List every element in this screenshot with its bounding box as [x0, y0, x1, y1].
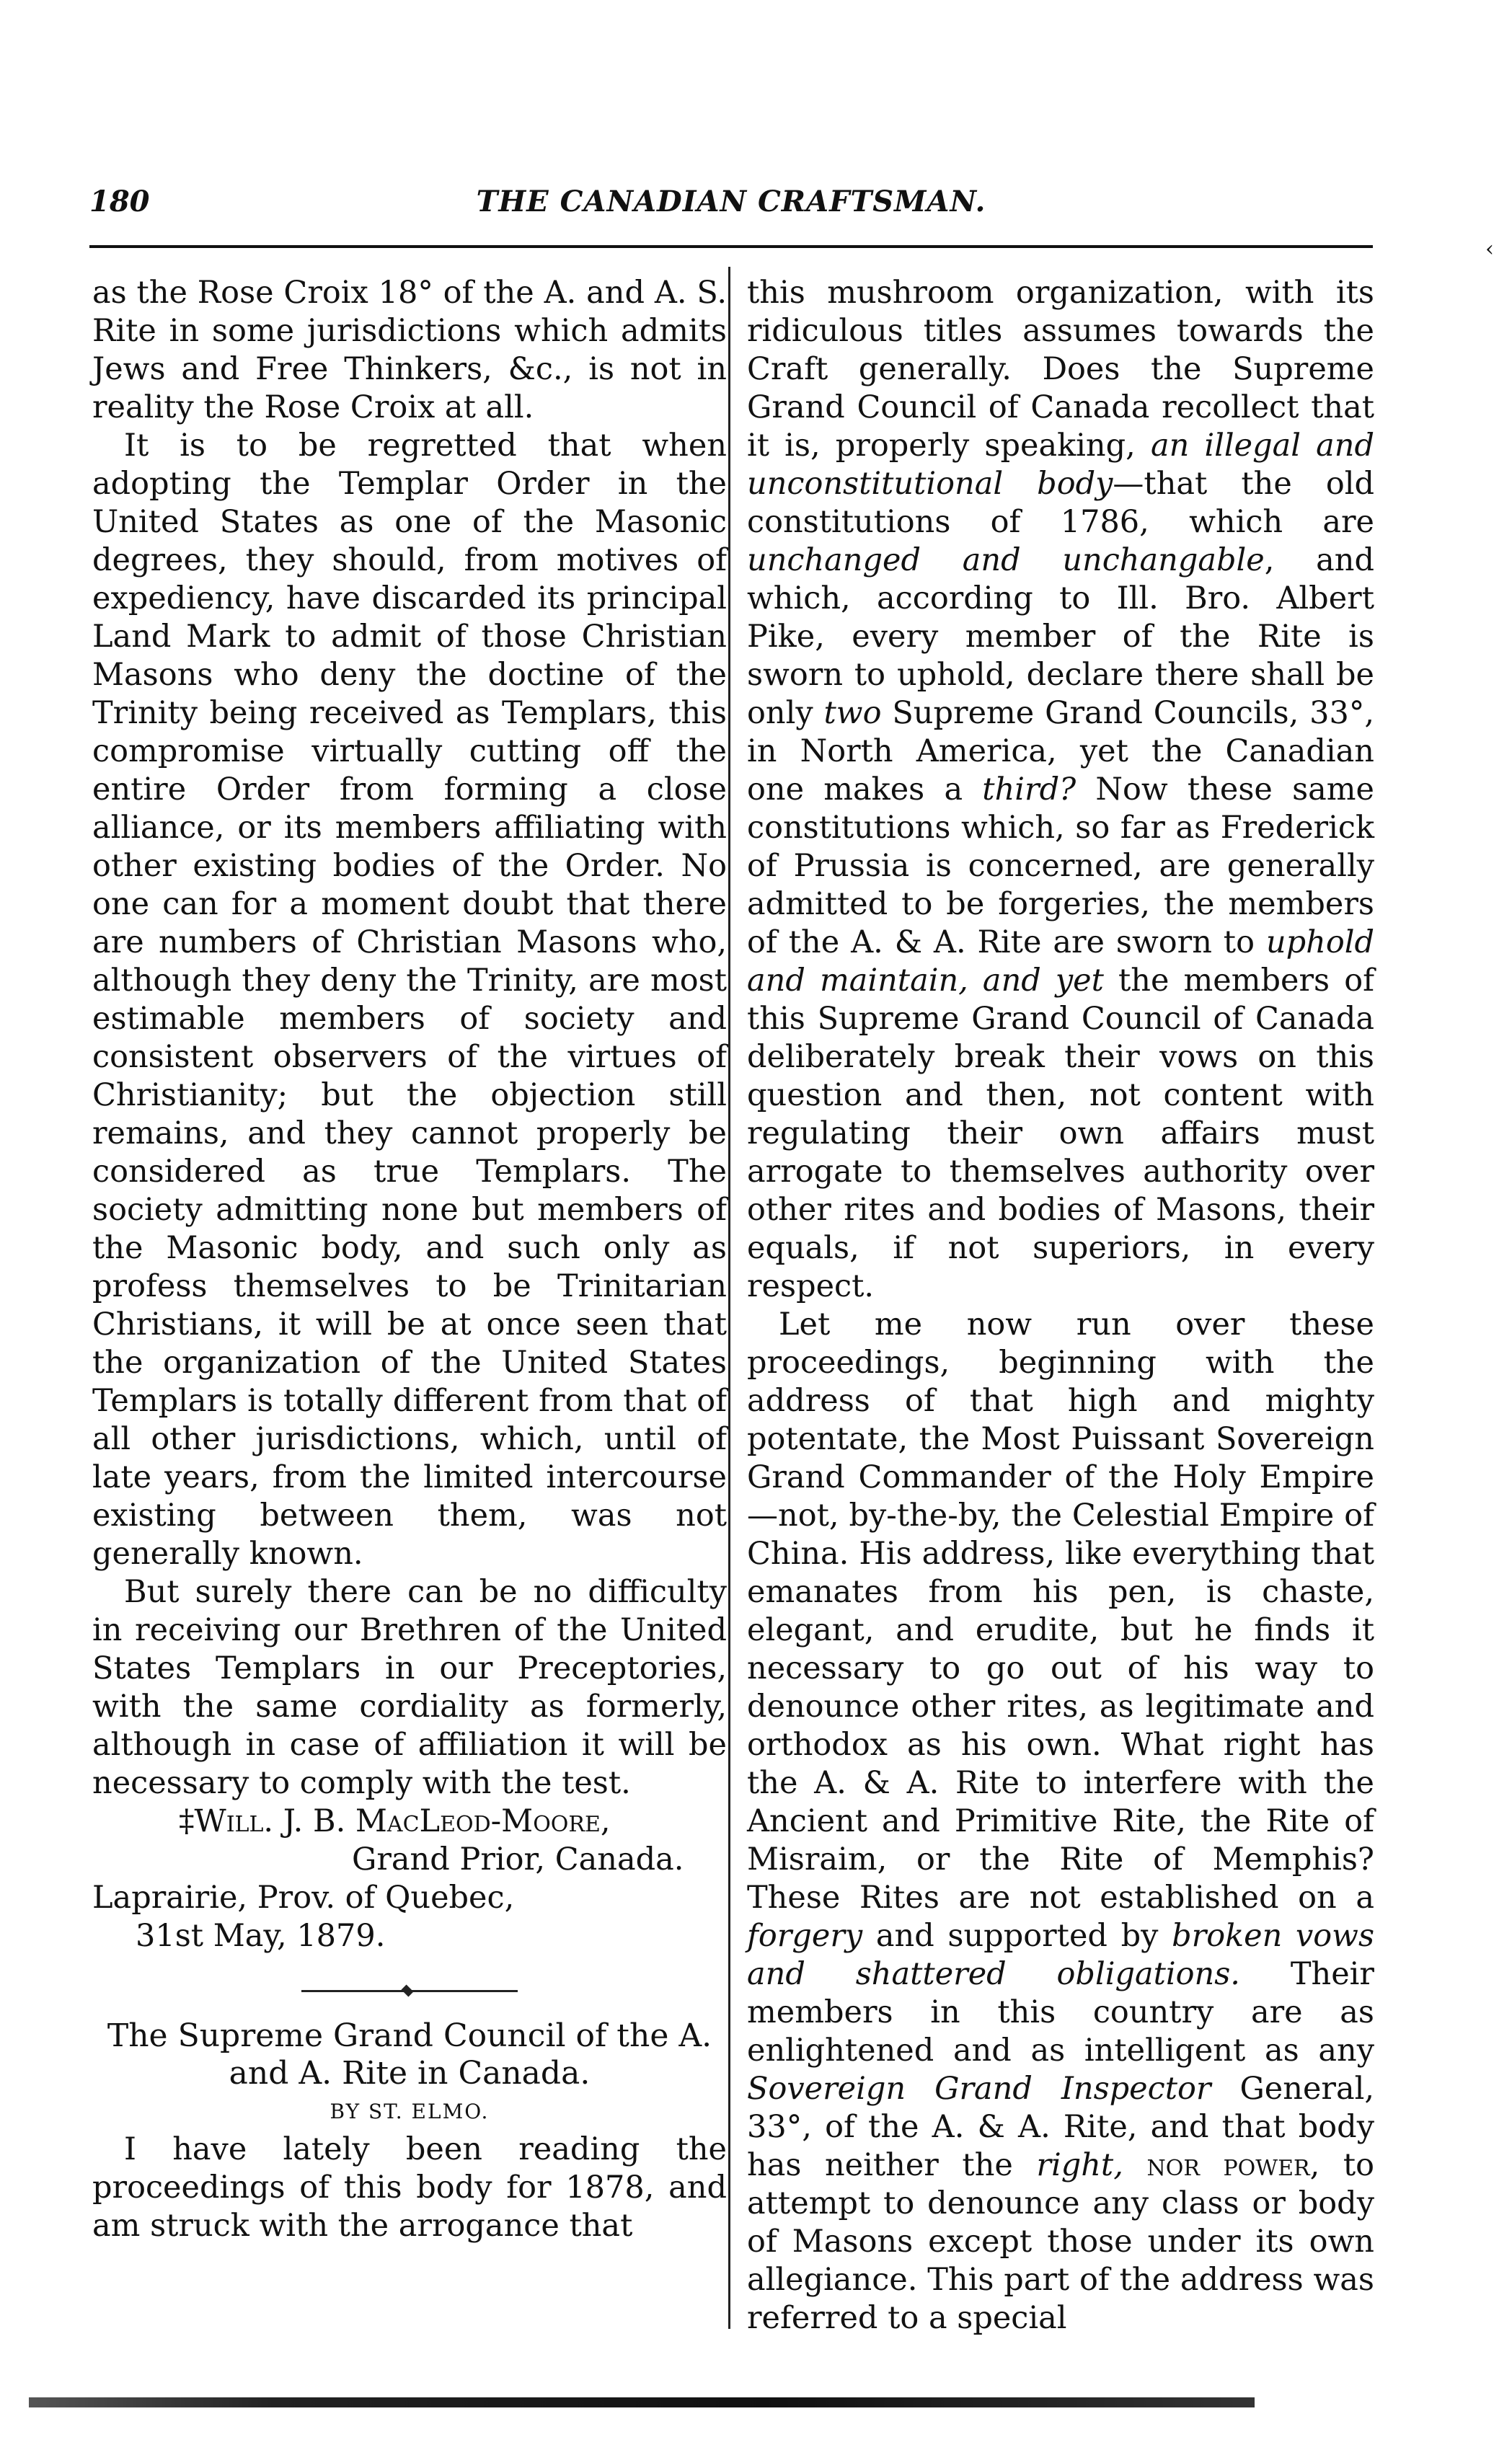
paragraph: It is to be regretted that when adopting the Templar Order in the United States as one of the Masonic degrees, they should, from motives of expediency, have discarded its principal Land Mark to admit of those Christian Masons who deny the doctine of the Trinity being received as Templars, this compromise virtually cutting off the entire Order from forming a close alliance, or its members affiliating with other existing bodies of the Order. No one can for a moment doubt that there are numbers of Christian Masons who, although they deny the Trinity, are most estimable members of society and consistent observers of the virtues of Christianity; but the objection still remains, and they cannot properly be considered as true Templars. The society admitting none but members of the Masonic body, and such only as profess themselves to be Trinitarian Christians, it will be at once seen that the organization of the United States Templars is totally different from that of all other jurisdictions, which, until of late years, from the limited intercourse existing between them, was not generally known.	[92, 428, 727, 1572]
small-caps-run: nor power,	[1146, 2147, 1320, 2183]
margin-mark: ‹	[1485, 236, 1494, 262]
italic-run: two	[823, 695, 882, 731]
text-run: to attempt to denounce any class or body of Masons except those under its own allegiance. This part of the address was referred to a special	[747, 2147, 1374, 2336]
signature-date: 31st May, 1879.	[136, 1918, 386, 1954]
page-bottom-bar	[29, 2397, 1255, 2407]
signature-title: Grand Prior, Canada.	[352, 1841, 684, 1878]
running-title: THE CANADIAN CRAFTSMAN.	[476, 185, 986, 218]
italic-run: Sovereign Grand Inspector	[747, 2071, 1211, 2107]
text-run: Let me now run over these proceedings, beginning with the address of that high and mighty potentate, the Most Puissant Sovereign Grand Commander of the Holy Empire—not, by-the-by, the Celestial Empire of China. His address, like everything that emanates from his pen, is chaste, elegant, and erudite, but he finds it necessary to go out of his way to denounce other rites, as legitimate and orthodox as his own. What right has the A. & A. Rite to interfere with the Ancient and Primitive Rite, the Rite of Misraim, or the Rite of Memphis? These Rites are not established on a	[747, 1306, 1374, 1916]
signature-name: ‡Will. J. B. MacLeod-Moore,	[179, 1803, 611, 1839]
signature-place: Laprairie, Prov. of Quebec,	[92, 1880, 515, 1916]
text-run: Their members in this country are as enlightened and as intelligent as any	[747, 1956, 1374, 2069]
page-header	[89, 185, 1373, 228]
text-run: the members of this Supreme Grand Council of Canada deliberately break their vows on this question and then, not content with regulating their own affairs must arrogate to themselves authority over other rites and bodies of Masons, their equals, if not superiors, in every respect.	[747, 963, 1375, 1304]
section-divider	[301, 1987, 518, 1994]
italic-run: uphold and maintain, and yet	[747, 924, 1374, 999]
paragraph: But surely there can be no difficulty in receiving our Brethren of the United States Templars in our Preceptories, with the same cordiality as formerly, although in case of affiliation it will be necessary to comply with the test.	[92, 1574, 727, 1801]
text-run: , and which, according to Ill. Bro. Albert Pike, every member of the Rite is sworn to uphold, declare there shall be only	[747, 542, 1374, 731]
text-run: Supreme Grand Councils, 33°, in North America, yet the Canadian one makes a	[747, 695, 1374, 808]
italic-run: an illegal and unconstitutional body	[747, 428, 1374, 502]
text-run: Now these same constitutions which, so far as Frederick of Prussia is concerned, are generally admitted to be forgeries, the members of the A. & A. Rite are sworn to	[747, 771, 1374, 960]
article-title: The Supreme Grand Council of the A. and A. Rite in Canada.	[107, 2017, 712, 2092]
column-rule	[728, 267, 730, 2329]
article-byline: BY ST. ELMO.	[330, 2100, 490, 2123]
paragraph	[747, 1306, 1374, 2338]
page-number: 180	[89, 185, 150, 218]
left-column	[92, 274, 727, 2245]
italic-run: unchanged and unchangable	[747, 542, 1265, 578]
text-run: and supported by	[862, 1918, 1172, 1954]
paragraph: I have lately been reading the proceedings of this body for 1878, and am struck with the arrogance that	[92, 2131, 727, 2244]
italic-run: third?	[982, 771, 1076, 808]
paragraph: as the Rose Croix 18° of the A. and A. S. Rite in some jurisdictions which admits Jews and Free Thinkers, &c., is not in reality the Rose Croix at all.	[92, 275, 727, 425]
text-run: General, 33°, of the A. & A. Rite, and that body has neither the	[747, 2071, 1375, 2183]
text-run: this mushroom organization, with its ridiculous titles assumes towards the Craft generally. Does the Supreme Grand Council of Canada recollect that it is, properly speaking,	[747, 275, 1374, 464]
italic-run: forgery	[747, 1918, 863, 1954]
italic-run: broken vows and shattered obligations.	[747, 1918, 1375, 1992]
italic-run: right,	[1036, 2147, 1123, 2183]
signature-block	[92, 1803, 727, 1955]
paragraph	[747, 274, 1374, 1306]
right-column	[747, 274, 1374, 2338]
header-rule	[89, 245, 1373, 248]
text-run: —that the old constitutions of 1786, which are	[747, 466, 1374, 540]
